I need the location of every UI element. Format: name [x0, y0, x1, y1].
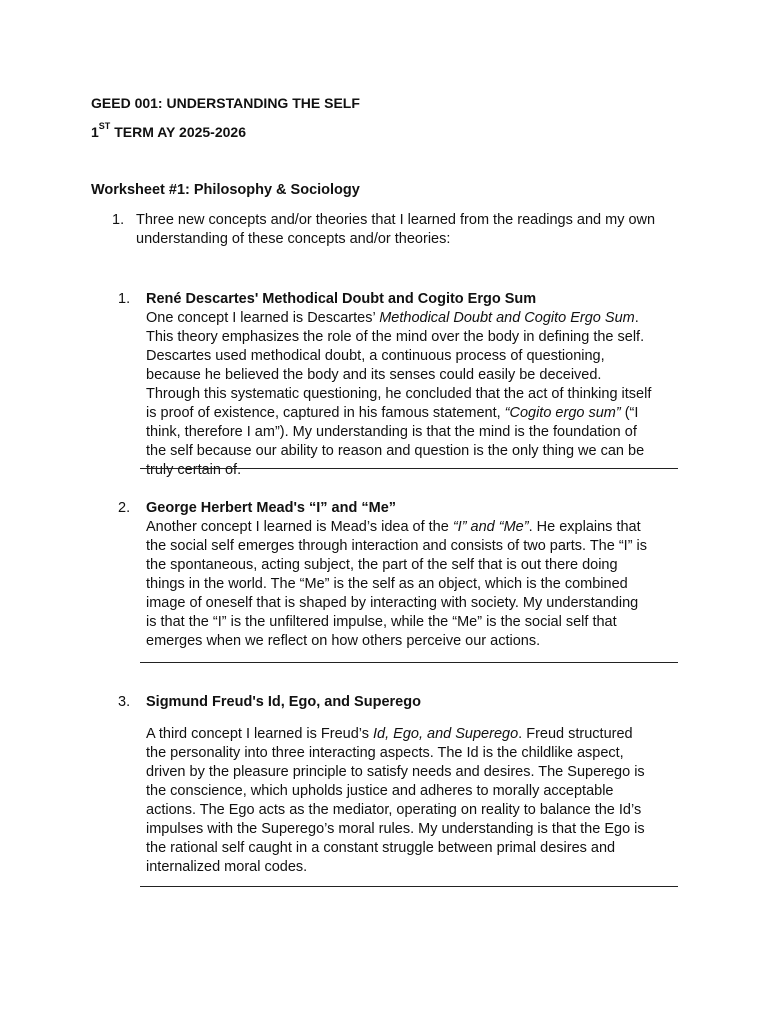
body-line — [146, 820, 678, 839]
body-text: Another concept I learned is Mead’s idea of the — [146, 519, 453, 535]
body-line — [146, 423, 678, 442]
body-line — [146, 461, 678, 480]
term-ordinal: 1 — [91, 124, 99, 140]
term-label — [91, 123, 246, 141]
body-line — [146, 366, 678, 385]
body-text: driven by the pleasure principle to satisfy needs and desires. The Superego is — [146, 764, 645, 780]
body-line — [146, 744, 678, 763]
body-text: emerges when we reflect on how others perceive our actions. — [146, 633, 541, 649]
body-text: actions. The Ego acts as the mediator, operating on reality to balance the Id’s — [146, 802, 642, 818]
answer-divider — [140, 468, 678, 469]
emphasis-text: “I” and “Me” — [452, 519, 529, 535]
body-text: the social self emerges through interaction and consists of two parts. The “I” is — [146, 538, 648, 554]
body-text: (“I — [620, 405, 639, 421]
course-title: GEED 001: UNDERSTANDING THE SELF — [91, 95, 360, 111]
body-text: truly certain of. — [146, 462, 242, 478]
body-line — [146, 613, 678, 632]
body-text: the conscience, which upholds justice and adheres to morally acceptable — [146, 783, 614, 799]
answer-divider — [140, 886, 678, 887]
body-text: impulses with the Superego’s moral rules. My understanding is that the Ego is — [146, 821, 645, 837]
emphasis-text: “Cogito ergo sum” — [504, 405, 621, 421]
body-text: is proof of existence, captured in his famous statement, — [146, 405, 505, 421]
concept-title: Sigmund Freud's Id, Ego, and Superego — [146, 694, 421, 710]
body-text: things in the world. The “Me” is the self as an object, which is the combined — [146, 576, 628, 592]
body-line — [146, 575, 678, 594]
body-text: is that the “I” is the unfiltered impulse, while the “Me” is the social self that — [146, 614, 617, 630]
body-line — [146, 725, 678, 744]
body-line — [146, 347, 678, 366]
body-text: the spontaneous, acting subject, the part of the self that is out there doing — [146, 557, 618, 573]
body-line — [146, 632, 678, 651]
body-line — [146, 858, 678, 877]
worksheet-title: Worksheet #1: Philosophy & Sociology — [91, 182, 360, 198]
body-text: think, therefore I am”). My understanding is that the mind is the foundation of — [146, 424, 637, 440]
concept-body — [146, 309, 678, 480]
body-line — [146, 518, 678, 537]
body-line — [146, 404, 678, 423]
concept-number: 3. — [118, 694, 131, 710]
body-text: This theory emphasizes the role of the mind over the body in defining the self. — [146, 329, 645, 345]
concept-body — [146, 725, 678, 877]
body-line — [146, 537, 678, 556]
concept-title: George Herbert Mead's “I” and “Me” — [146, 500, 397, 516]
question-text — [136, 211, 686, 249]
body-text: . — [634, 310, 639, 326]
body-text: . He explains that — [528, 519, 641, 535]
body-text: Through this systematic questioning, he concluded that the act of thinking itself — [146, 386, 652, 402]
body-text: the self because our ability to reason and question is the only thing we can be — [146, 443, 645, 459]
question-line: Three new concepts and/or theories that I learned from the readings and my own — [136, 212, 656, 228]
body-line — [146, 309, 678, 328]
concept-title: René Descartes' Methodical Doubt and Cogito Ergo Sum — [146, 291, 537, 307]
body-text: the rational self caught in a constant struggle between primal desires and — [146, 840, 616, 856]
body-text: internalized moral codes. — [146, 859, 308, 875]
body-line — [146, 385, 678, 404]
term-ordinal-suffix: ST — [98, 121, 111, 131]
body-text: image of oneself that is shaped by interacting with society. My understanding — [146, 595, 639, 611]
emphasis-text: Id, Ego, and Superego — [373, 726, 519, 742]
question-number: 1. — [112, 212, 125, 228]
concept-body — [146, 518, 678, 651]
emphasis-text: Methodical Doubt and Cogito Ergo Sum — [379, 310, 635, 326]
body-line — [146, 556, 678, 575]
concept-number: 1. — [118, 291, 131, 307]
body-line — [146, 328, 678, 347]
body-text: Descartes used methodical doubt, a continuous process of questioning, — [146, 348, 605, 364]
body-text: . Freud structured — [518, 726, 633, 742]
body-line — [146, 839, 678, 858]
answer-divider — [140, 662, 678, 663]
body-text: One concept I learned is Descartes’ — [146, 310, 380, 326]
question-line: understanding of these concepts and/or theories: — [136, 231, 451, 247]
body-text: because he believed the body and its senses could easily be deceived. — [146, 367, 602, 383]
body-line — [146, 594, 678, 613]
body-text: A third concept I learned is Freud’s — [146, 726, 374, 742]
term-rest: TERM AY 2025-2026 — [110, 124, 246, 140]
body-line — [146, 763, 678, 782]
body-line — [146, 442, 678, 461]
body-text: the personality into three interacting aspects. The Id is the childlike aspect, — [146, 745, 624, 761]
concept-number: 2. — [118, 500, 131, 516]
body-line — [146, 801, 678, 820]
body-line — [146, 782, 678, 801]
